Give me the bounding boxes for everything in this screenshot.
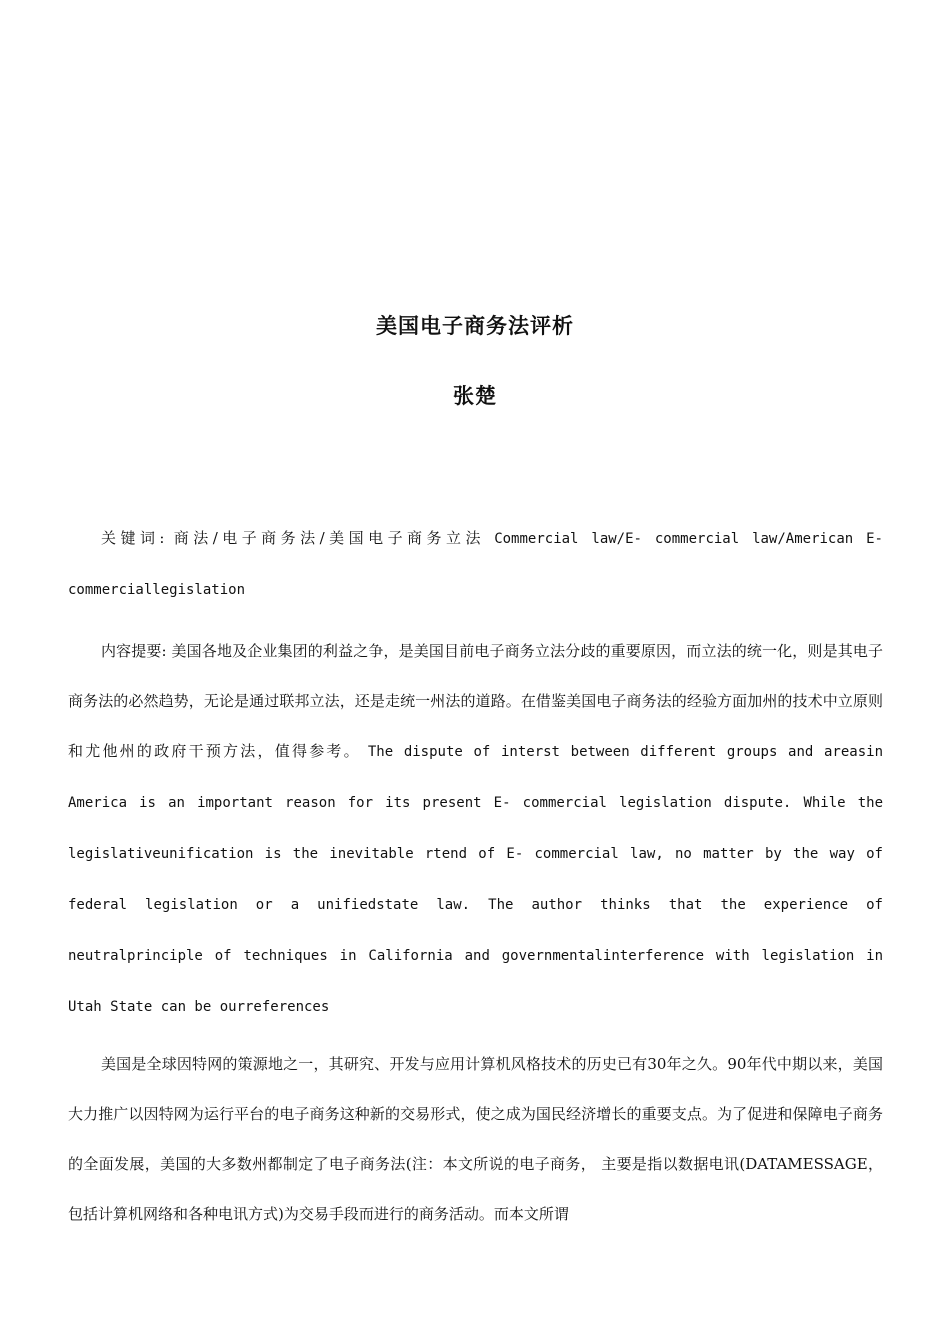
body-paragraph: 美国是全球因特网的策源地之一，其研究、开发与应用计算机风格技术的历史已有30年之久。90年代中期以来，美国大力推广以因特网为运行平台的电子商务这种新的交易形式，使之成为国民经济增长的重要支点。为了促进和保障电子商务的全面发展，美国的大多数州都制定了电子商务法(注：本文所说的电子商务， 主要是指以数据电讯(DATAMESSAGE， 包括计算机网络和各种电讯方式)为交易手段而进行的商务活动。而本文所谓 bbox=[68, 1055, 883, 1223]
abstract-english: The dispute of interst between different groups and areasin America is an important reason for its present E- commercial legislation dispute. While the legislativeunification is the inevitable rtend of E- commercial law, no matter by the way of federal legislation or a unifiedstate law. The author thinks that the experience of neutralprinciple of techniques in California and governmentalinterference with legislation in Utah State can be ourreferences bbox=[68, 744, 883, 1015]
keywords-paragraph bbox=[68, 513, 883, 615]
keywords-label: 关键词: bbox=[101, 529, 174, 547]
document-author: 张楚 bbox=[453, 384, 497, 408]
keywords-chinese: 商法/电子商务法/美国电子商务立法 bbox=[173, 529, 495, 547]
abstract-paragraph bbox=[68, 626, 883, 1032]
abstract-label: 内容提要: bbox=[101, 642, 172, 660]
document-title: 美国电子商务法评析 bbox=[376, 314, 574, 338]
abstract-chinese: 美国各地及企业集团的利益之争，是美国目前电子商务立法分歧的重要原因，而立法的统一化，则是其电子商务法的必然趋势，无论是通过联邦立法，还是走统一州法的道路。在借鉴美国电子商务法的经验方面加州的技术中立原则和尤他州的政府干预方法，值得参考。 bbox=[68, 642, 883, 760]
keywords-english: Commercial law/E- commercial law/American E-commerciallegislation bbox=[68, 531, 883, 598]
